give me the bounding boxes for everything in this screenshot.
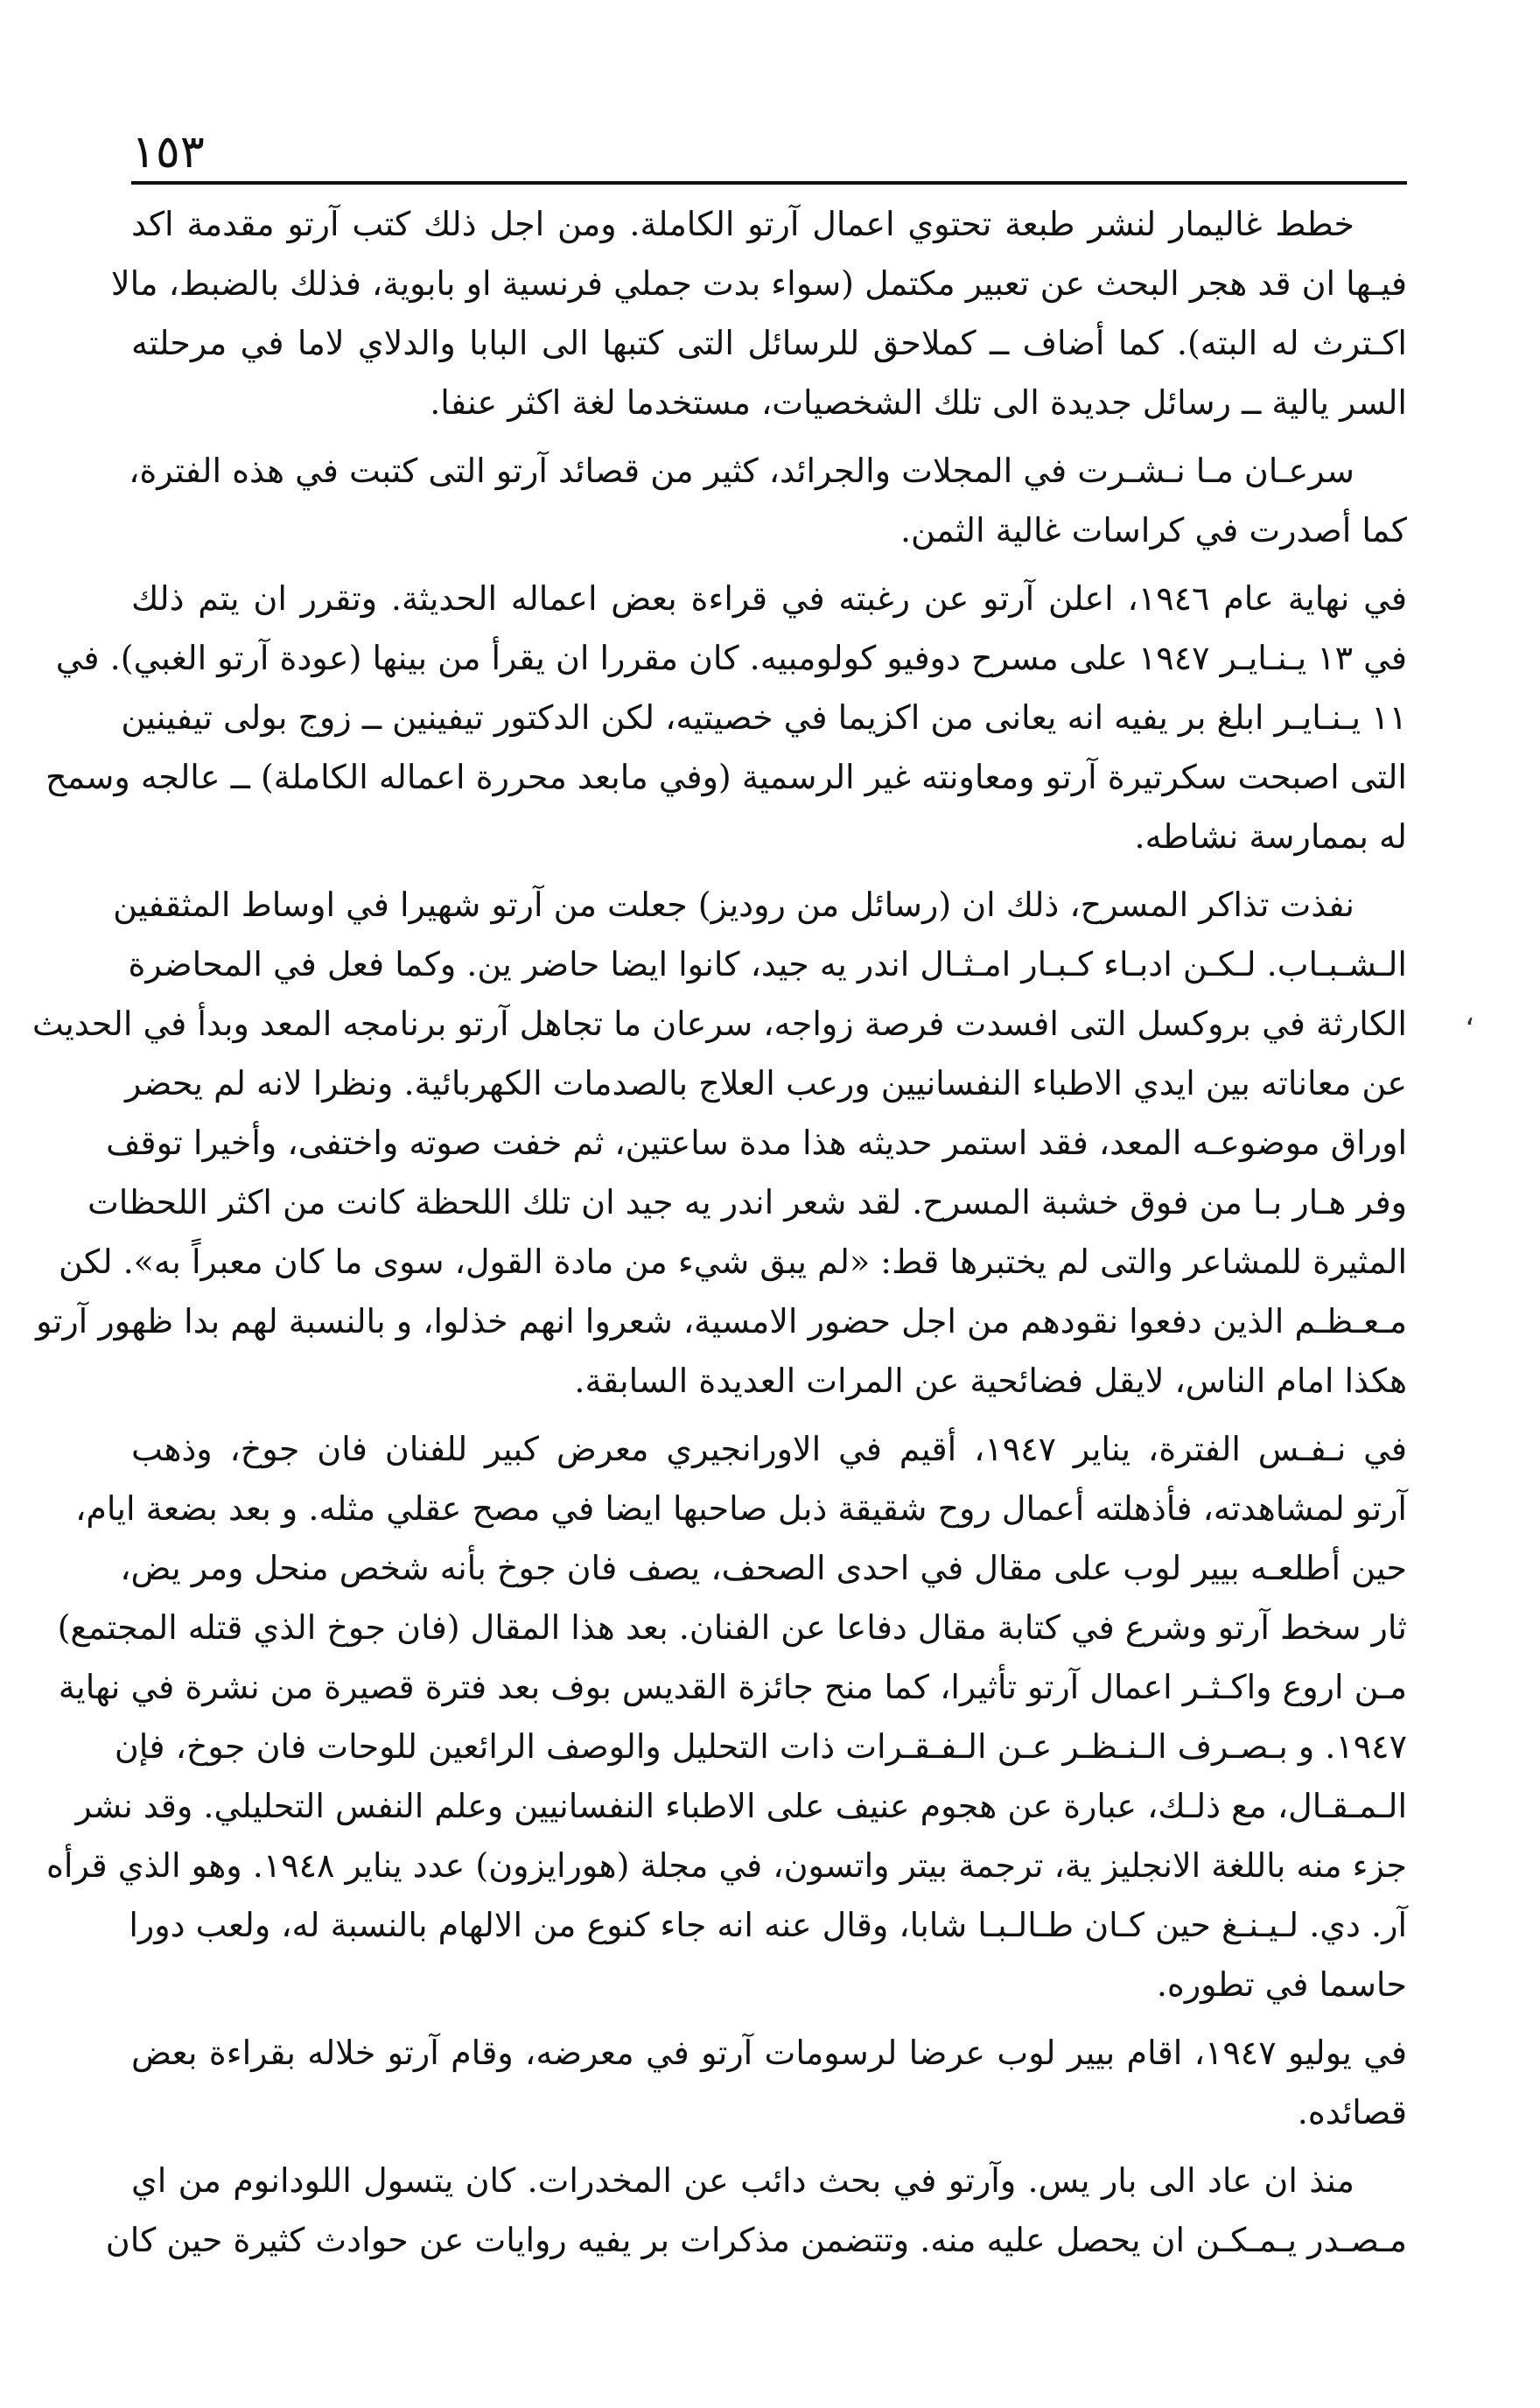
text-line: حاسما في تطوره. [1156,1965,1407,2004]
text-line: منذ ان عاد الى بار يس. وآرتو في بحث دائب عن المخدرات. كان يتسول اللودانوم من اي [131,2161,1354,2200]
text-line: في يوليو ١٩٤٧، اقام بيير لوب عرضا لرسومات آرتو في معرضه، وقام آرتو خلاله بقراءة بعض [131,2034,1407,2072]
text-line: الكارثة في بروكسل التى افسدت فرصة زواجه، سرعان ما تجاهل آرتو برنامجه المعد وبدأ في الحديث [32,1004,1407,1043]
margin-mark: ، [1465,998,1474,1032]
paragraph-1 [110,194,1407,432]
text-line: في نهاية عام ١٩٤٦، اعلن آرتو عن رغبته في قراءة بعض اعماله الحديثة. وتقرر ان يتم ذلك [131,579,1407,618]
text-line: التى اصبحت سكرتيرة آرتو ومعاونته غير الرسمية (وفي مابعد محررة اعماله الكاملة) ــ عالجه وسمح [46,758,1407,796]
text-line: في ١٣ يـنـايـر ١٩٤٧ على مسرح دوفيو كولومبيه. كان مقررا ان يقرأ من بينها (عودة آرتو الغبي). في [55,639,1407,677]
paragraph-2 [131,441,1407,560]
text-line: آرتو لمشاهدته، فأذهلته أعمال روح شقيقة ذبل صاحبها ايضا في مصح عقلي مثله. و بعد بضعة ايام، [75,1489,1407,1528]
text-line: مـصـدر يـمـكـن ان يحصل عليه منه. وتتضمن مذكرات بر يفيه روايات عن حوادث كثيرة حين كان [105,2221,1407,2259]
text-line: فيـها ان قد هجر البحث عن تعبير مكتمل (سواء بدت جملي فرنسية او بابوية، فذلك بالضبط، مالا [110,264,1407,303]
text-line: مـن اروع واكـثـر اعمال آرتو تأثيرا، كما منح جائزة القديس بوف بعد فترة قصيرة من نشرة في نهاية [58,1668,1407,1706]
page-number: ١٥٣ [131,126,205,178]
text-line: في نـفـس الفترة، يناير ١٩٤٧، أقيم في الاورانجيري معرض كبير للفنان فان جوخ، وذهب [131,1430,1408,1468]
text-line: عن معاناته بين ايدي الاطباء النفسانيين ورعب العلاج بالصدمات الكهربائية. ونظرا لانه لم يحضر [124,1064,1407,1102]
text-line: ثار سخط آرتو وشرع في كتابة مقال دفاعا عن الفنان. بعد هذا المقال (فان جوخ الذي قتله المجتمع) [57,1608,1407,1647]
paragraph-5 [46,1419,1408,2014]
text-line: سرعـان مـا نـشـرت في المجلات والجرائد، كثير من قصائد آرتو التى كتبت في هذه الفترة، [129,452,1354,490]
text-line: اكـترث له البته). كما أضاف ــ كملاحق للرسائل التى كتبها الى البابا والدلاي لاما في مرحلته [131,324,1407,362]
text-line: الـمـقـال، مع ذلـك، عبارة عن هجوم عنيف على الاطباء النفسانيين وعلم النفس التحليلي. وقد نشر [75,1787,1407,1825]
text-line: ١١ يـنـايـر ابلغ بر يفيه انه يعانى من اكزيما في خصيتيه، لكن الدكتور تيفينين ــ زوج بولى تيفينين [121,698,1407,737]
page-body [32,194,1408,2273]
text-line: اوراق موضوعـه المعد، فقد استمر حديثه هذا مدة ساعتين، ثم خفت صوته واختفى، وأخيرا توقف [106,1124,1407,1162]
text-line: هكذا امام الناس، لايقل فضائحية عن المرات العديدة السابقة. [574,1362,1407,1400]
text-line: الـشـبـاب. لـكـن ادبـاء كـبـار امـثـال اندر يه جيد، كانوا ايضا حاضر ين. وكما فعل في المحاضرة [128,945,1407,984]
text-line: قصائده. [1297,2093,1407,2132]
text-line: آر. دي. لـيـنـغ حين كـان طـالـبـا شابا، وقال عنه انه جاء كنوع من الالهام بالنسبة له، ولعب دورا [129,1906,1407,1944]
text-line: له بممارسة نشاطه. [1134,817,1407,856]
header-rule [131,181,1407,185]
text-line: نفذت تذاكر المسرح، ذلك ان (رسائل من روديز) جعلت من آرتو شهيرا في اوساط المثقفين [113,886,1354,924]
paragraph-4 [32,875,1407,1410]
paragraph-3 [46,569,1407,866]
text-line: خطط غاليمار لنشر طبعة تحتوي اعمال آرتو الكاملة. ومن اجل ذلك كتب آرتو مقدمة اكد [131,205,1354,243]
text-line: حين أطلعـه بيير لوب على مقال في احدى الصحف، يصف فان جوخ بأنه شخص منحل ومر يض، [120,1549,1407,1587]
text-line: المثيرة للمشاعر والتى لم يختبرها قط: «لم يبق شيء من مادة القول، سوى ما كان معبراً به». لكن [59,1242,1407,1281]
text-line: جزء منه باللغة الانجليز ية، ترجمة بيتر واتسون، في مجلة (هورايزون) عدد يناير ١٩٤٨. وهو الذي قرأه [46,1846,1407,1885]
text-line: السر يالية ــ رسائل جديدة الى تلك الشخصيات، مستخدما لغة اكثر عنفا. [430,383,1407,422]
paragraph-7 [105,2151,1407,2270]
text-line: ١٩٤٧. و بـصـرف الـنـظـر عـن الـفـقـرات ذات التحليل والوصف الرائعين للوحات فان جوخ، فإن [114,1727,1407,1766]
paragraph-6 [131,2023,1407,2142]
text-line: مـعـظـم الذين دفعوا نقودهم من اجل حضور الامسية، شعروا انهم خذلوا، و بالنسبة لهم بدا ظهور آرتو [36,1302,1407,1340]
text-line: وفر هـار بـا من فوق خشبة المسرح. لقد شعر اندر يه جيد ان تلك اللحظة كانت من اكثر اللحظات [88,1183,1407,1222]
text-line: كما أصدرت في كراسات غالية الثمن. [900,511,1407,550]
